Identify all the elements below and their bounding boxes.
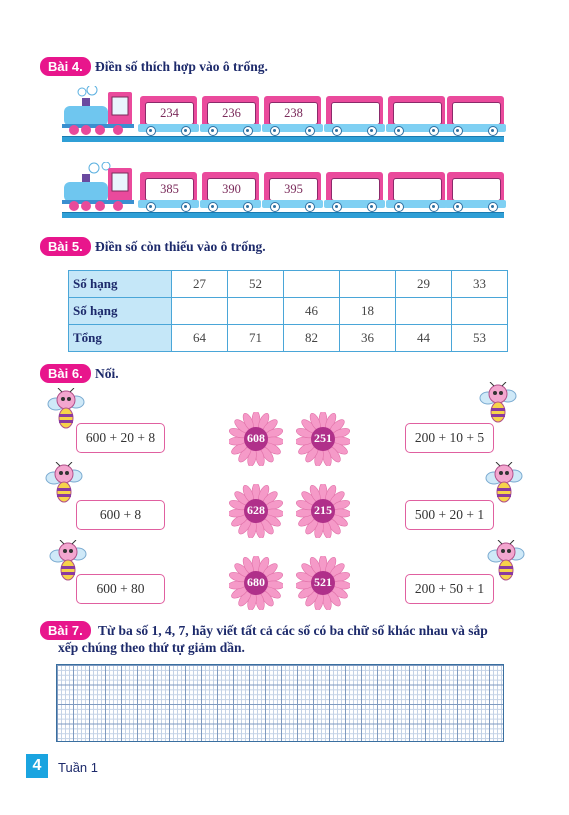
row-label: Tổng	[69, 325, 172, 352]
flower-label: 215	[314, 503, 332, 517]
flower-number[interactable]	[229, 412, 283, 466]
row-label: Số hạng	[69, 298, 172, 325]
flower-label: 628	[247, 503, 265, 517]
table-cell[interactable]: 71	[228, 325, 284, 352]
left-expression[interactable]: 600 + 8	[76, 500, 165, 530]
flower-number[interactable]	[296, 412, 350, 466]
table-cell[interactable]	[340, 271, 396, 298]
table-cell[interactable]: 33	[452, 271, 508, 298]
car-blank[interactable]	[331, 178, 380, 201]
car-number[interactable]: 236	[207, 102, 256, 125]
table-cell[interactable]: 82	[284, 325, 340, 352]
train-car	[447, 96, 504, 132]
left-expression[interactable]: 600 + 80	[76, 574, 165, 604]
table-row	[69, 298, 508, 325]
right-expression[interactable]: 200 + 10 + 5	[405, 423, 494, 453]
train-car	[388, 172, 445, 208]
locomotive-icon	[62, 162, 134, 212]
bai7-badge: Bài 7.	[40, 621, 91, 640]
bee-icon	[44, 462, 84, 504]
flower-number[interactable]	[296, 556, 350, 610]
rail	[62, 136, 504, 142]
sum-table	[68, 270, 508, 352]
bai7-instruction-line2: xếp chúng theo thứ tự giảm dần.	[58, 640, 245, 655]
table-cell[interactable]	[452, 298, 508, 325]
bai5-badge: Bài 5.	[40, 237, 91, 256]
car-blank[interactable]	[393, 102, 442, 125]
table-cell[interactable]: 27	[172, 271, 228, 298]
table-cell[interactable]: 18	[340, 298, 396, 325]
table-cell[interactable]: 53	[452, 325, 508, 352]
flower-label: 680	[247, 575, 265, 589]
train-car	[264, 172, 321, 208]
bee-icon	[478, 382, 518, 424]
table-cell[interactable]: 29	[396, 271, 452, 298]
bee-icon	[484, 462, 524, 504]
car-blank[interactable]	[452, 102, 501, 125]
right-expression[interactable]: 500 + 20 + 1	[405, 500, 494, 530]
table-cell[interactable]	[396, 298, 452, 325]
page-number: 4	[26, 754, 48, 778]
train-car	[326, 96, 383, 132]
train-car	[140, 172, 197, 208]
table-cell[interactable]: 64	[172, 325, 228, 352]
train-car	[202, 96, 259, 132]
table-cell[interactable]	[228, 298, 284, 325]
flower-number[interactable]	[229, 484, 283, 538]
car-number[interactable]: 385	[145, 178, 194, 201]
car-blank[interactable]	[393, 178, 442, 201]
car-number[interactable]: 238	[269, 102, 318, 125]
table-cell[interactable]: 46	[284, 298, 340, 325]
table-row	[69, 325, 508, 352]
train-car	[264, 96, 321, 132]
bai5-instruction: Điền số còn thiếu vào ô trống.	[95, 239, 266, 254]
week-label: Tuần 1	[58, 760, 98, 775]
right-expression[interactable]: 200 + 50 + 1	[405, 574, 494, 604]
bai7-instruction-line1: Từ ba số 1, 4, 7, hãy viết tất cả các số có ba chữ số khác nhau và sắp	[98, 623, 488, 638]
car-number[interactable]: 234	[145, 102, 194, 125]
car-blank[interactable]	[331, 102, 380, 125]
train-car	[202, 172, 259, 208]
train-1	[62, 86, 504, 142]
flower-label: 608	[247, 431, 265, 445]
flower-number[interactable]	[229, 556, 283, 610]
train-2	[62, 162, 504, 218]
car-number[interactable]: 395	[269, 178, 318, 201]
table-row	[69, 271, 508, 298]
table-cell[interactable]: 52	[228, 271, 284, 298]
train-car	[326, 172, 383, 208]
bai4-badge: Bài 4.	[40, 57, 91, 76]
flower-label: 521	[314, 575, 332, 589]
table-cell[interactable]: 36	[340, 325, 396, 352]
train-car	[388, 96, 445, 132]
left-expression[interactable]: 600 + 20 + 8	[76, 423, 165, 453]
row-label: Số hạng	[69, 271, 172, 298]
table-cell[interactable]: 44	[396, 325, 452, 352]
car-number[interactable]: 390	[207, 178, 256, 201]
locomotive-icon	[62, 86, 134, 136]
bai6-instruction: Nối.	[95, 366, 119, 381]
train-car	[447, 172, 504, 208]
flower-label: 251	[314, 431, 332, 445]
bai4-instruction: Điền số thích hợp vào ô trống.	[95, 59, 268, 74]
bai6-badge: Bài 6.	[40, 364, 91, 383]
flower-number[interactable]	[296, 484, 350, 538]
table-cell[interactable]	[284, 271, 340, 298]
car-blank[interactable]	[452, 178, 501, 201]
writing-grid[interactable]	[56, 664, 504, 742]
table-cell[interactable]	[172, 298, 228, 325]
rail	[62, 212, 504, 218]
train-car	[140, 96, 197, 132]
